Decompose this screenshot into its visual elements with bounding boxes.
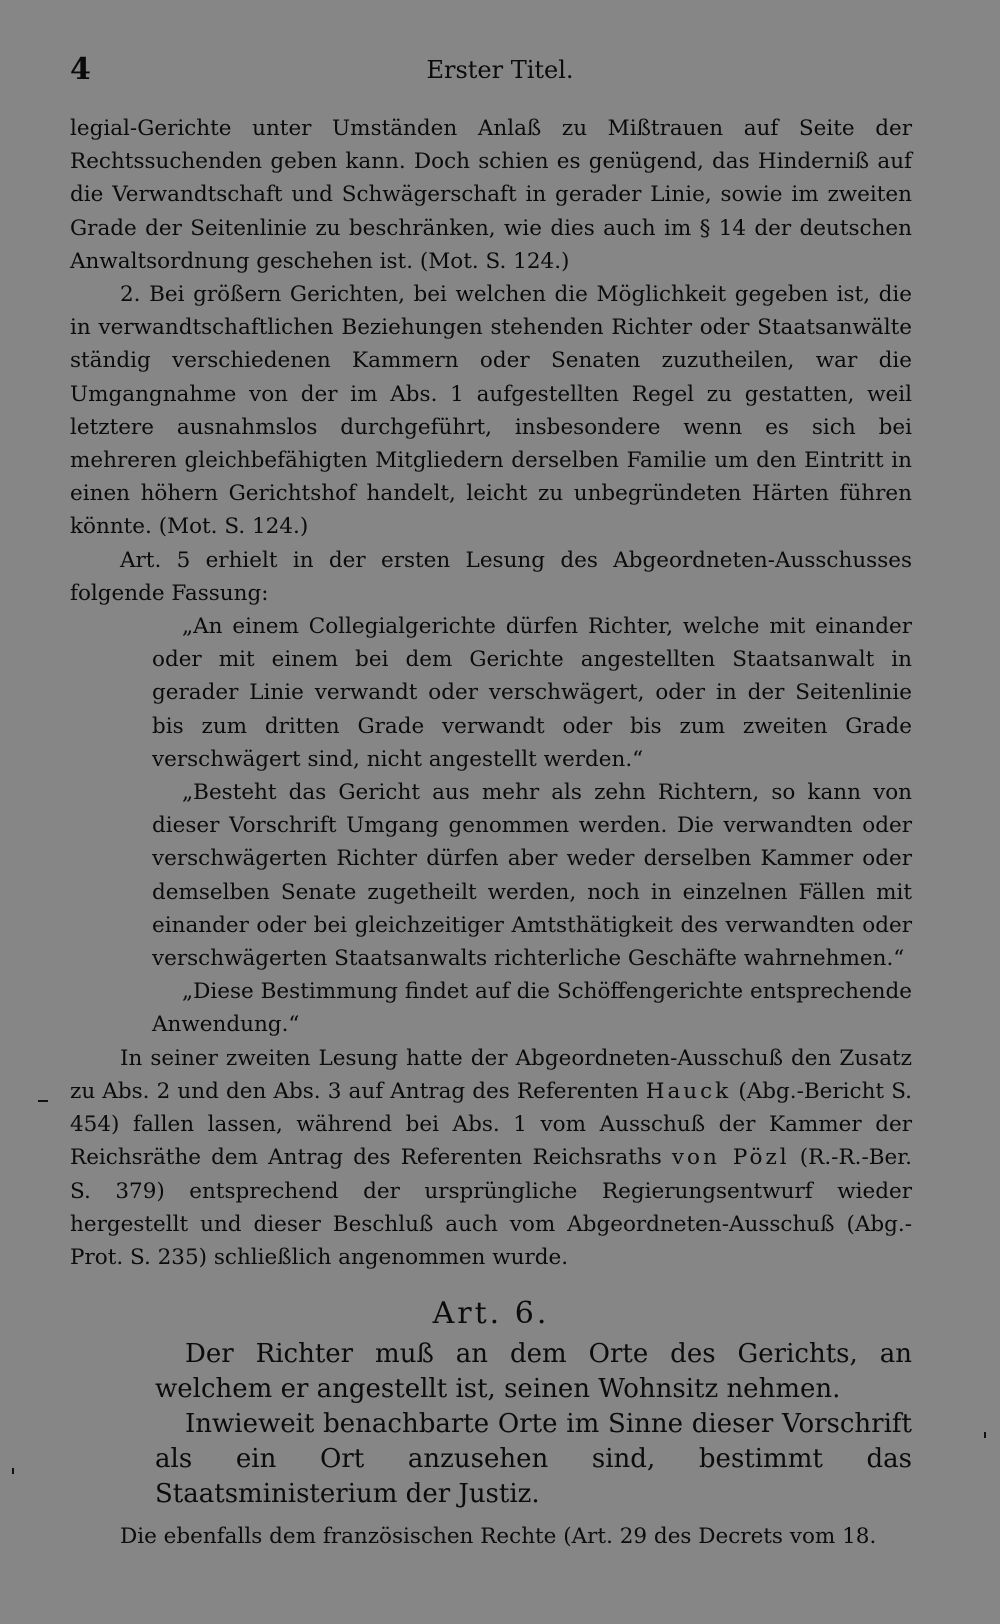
text-segment: In seiner zweiten Lesung hatte der Abgeordneten-Ausschuß den Zusatz zu Abs. 2 und den Abs. 3 auf Antrag des Referenten <box>70 1045 912 1104</box>
paragraph-point-2: 2. Bei größern Gerichten, bei welchen die Möglichkeit gegeben ist, die in verwandtschaftlichen Beziehungen stehenden Richter oder Staatsanwälte ständig verschiedenen Kammern oder Senaten zuzutheilen, war die Umgangnahme von der im Abs. 1 aufgestellten Regel zu gestatten, weil letztere ausnahmslos durchgeführt, insbesondere wenn es sich bei mehreren gleichbefähigten Mitgliedern derselben Familie um den Eintritt in einen höhern Gerichtshof handelt, leicht zu unbegründeten Härten führen könnte. (Mot. S. 124.) <box>70 282 912 540</box>
referent-name-hauck: Hauck <box>645 1078 732 1104</box>
law-clause-1: Der Richter muß an dem Orte des Gerichts, an welchem er angestellt ist, seinen Wohnsitz nehmen. <box>155 1339 912 1405</box>
paragraph-second-reading <box>70 1042 912 1274</box>
paragraph-art5-intro: Art. 5 erhielt in der ersten Lesung des Abgeordneten-Ausschusses folgende Fassung: <box>70 547 912 606</box>
text-segment: (Abg.-Bericht S. 454) fallen lassen, während bei Abs. 1 vom Ausschuß der Kammer der Reichsräthe dem Antrag des Referenten Reichsraths <box>70 1078 912 1171</box>
article-heading: Art. 6. <box>432 1296 550 1332</box>
quoted-draft <box>152 610 912 1042</box>
law-clause-2: Inwieweit benachbarte Orte im Sinne dieser Vorschrift als ein Ort anzusehen sind, bestimmt das Staatsministerium der Justiz. <box>155 1409 912 1510</box>
page-header <box>0 52 1000 92</box>
quote-paragraph-1: „An einem Collegialgerichte dürfen Richter, welche mit einander oder mit einem bei dem Gerichte angestellten Staatsanwalt in gerader Linie verwandt oder verschwägert, oder in der Seitenlinie bis zum dritten Grade verwandt oder bis zum zweiten Grade verschwägert sind, nicht angestellt werden.“ <box>152 614 912 772</box>
quote-paragraph-2: „Besteht das Gericht aus mehr als zehn Richtern, so kann von dieser Vorschrift Umgang genommen werden. Die verwandten oder verschwägerten Richter dürfen aber weder derselben Kammer oder demselben Senate zugetheilt werden, noch in einzelnen Fällen mit einander oder bei gleichzeitiger Amtsthätigkeit des verwandten oder verschwägerten Staatsanwalts richterliche Geschäfte wahrnehmen.“ <box>152 780 912 972</box>
page-body <box>70 112 912 1553</box>
margin-dot <box>984 1432 986 1438</box>
referent-name-poezl: von Pözl <box>671 1145 790 1171</box>
commentary-start: Die ebenfalls dem französischen Rechte (Art. 29 des Decrets vom 18. <box>120 1524 877 1550</box>
margin-dash <box>38 1100 48 1102</box>
running-title: Erster Titel. <box>426 56 574 84</box>
quote-paragraph-3: „Diese Bestimmung findet auf die Schöffengerichte entsprechende Anwendung.“ <box>152 979 912 1038</box>
margin-dot <box>12 1468 14 1474</box>
page-number: 4 <box>70 52 91 87</box>
paragraph-continuation: legial-Gerichte unter Umständen Anlaß zu Mißtrauen auf Seite der Rechtssuchenden geben kann. Doch schien es genügend, das Hinderniß auf die Verwandtschaft und Schwägerschaft in gerader Linie, sowie im zweiten Grade der Seitenlinie zu beschränken, wie dies auch im § 14 der deutschen Anwaltsordnung geschehen ist. (Mot. S. 124.) <box>70 116 912 274</box>
text-segment: (R.-R.-Ber. S. 379) entsprechend der ursprüngliche Regierungsentwurf wieder hergestellt und dieser Beschluß auch vom Abgeordneten-Ausschuß (Abg.-Prot. S. 235) schließlich angenommen wurde. <box>70 1145 913 1270</box>
